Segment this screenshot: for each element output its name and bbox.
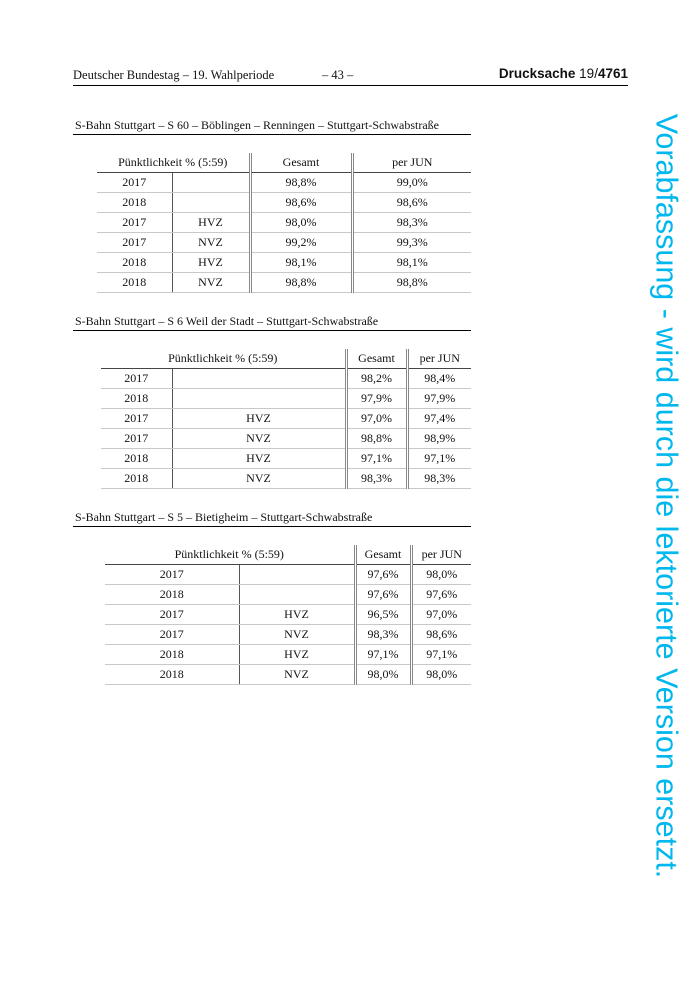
table-cell: 2017 <box>101 429 172 449</box>
section-title: S-Bahn Stuttgart – S 60 – Böblingen – Renningen – Stuttgart-Schwabstraße <box>75 118 439 132</box>
table-cell: 2018 <box>101 449 172 469</box>
table-cell: 98,9% <box>407 429 471 449</box>
table-cell: 97,0% <box>411 605 471 625</box>
table-row <box>101 409 471 429</box>
table-cell: NVZ <box>172 273 250 293</box>
table-cell: 98,1% <box>250 253 352 273</box>
document-period: 19/ <box>579 66 598 81</box>
table-cell: 97,1% <box>355 645 411 665</box>
table-cell: 98,4% <box>407 369 471 389</box>
punctuality-table-s60 <box>97 153 471 293</box>
table-cell: 2017 <box>97 233 172 253</box>
table-cell: 98,3% <box>407 469 471 489</box>
section-divider <box>73 330 471 331</box>
table-row <box>105 565 471 585</box>
table-cell: 2018 <box>97 253 172 273</box>
table-cell: 98,2% <box>346 369 407 389</box>
table-cell: 97,6% <box>411 585 471 605</box>
table-row <box>105 625 471 645</box>
punctuality-table-s6 <box>101 349 471 489</box>
punctuality-table-s5 <box>105 545 471 685</box>
table-cell <box>172 193 250 213</box>
column-header: Gesamt <box>355 545 411 565</box>
table-cell: NVZ <box>239 625 355 645</box>
column-header: per JUN <box>411 545 471 565</box>
table-cell: 97,1% <box>411 645 471 665</box>
table-cell: 98,1% <box>352 253 471 273</box>
table-cell: 2018 <box>101 469 172 489</box>
table-cell: 97,1% <box>346 449 407 469</box>
table-cell: 2018 <box>101 389 172 409</box>
document-number <box>499 66 628 81</box>
table-cell: 99,0% <box>352 173 471 193</box>
table-cell: NVZ <box>172 469 346 489</box>
table-cell: 98,6% <box>411 625 471 645</box>
table-cell: 98,6% <box>352 193 471 213</box>
page-header <box>73 66 628 86</box>
table-cell: 99,2% <box>250 233 352 253</box>
table-cell: 99,3% <box>352 233 471 253</box>
table-cell: 97,4% <box>407 409 471 429</box>
table-cell: 97,9% <box>346 389 407 409</box>
table-header-row <box>105 545 471 565</box>
table-cell: 2018 <box>105 645 239 665</box>
column-header: Pünktlichkeit % (5:59) <box>105 545 355 565</box>
table-cell: 2017 <box>101 369 172 389</box>
table-cell: 2018 <box>97 193 172 213</box>
table-cell: 98,8% <box>250 273 352 293</box>
table-cell: 98,8% <box>346 429 407 449</box>
page-number: – 43 – <box>322 68 354 82</box>
parliament-label: Deutscher Bundestag – 19. Wahlperiode <box>73 68 275 82</box>
table-cell: NVZ <box>172 429 346 449</box>
column-header: per JUN <box>407 349 471 369</box>
table-row <box>105 585 471 605</box>
table-cell: 98,3% <box>352 213 471 233</box>
table-cell: 98,3% <box>355 625 411 645</box>
table-row <box>105 645 471 665</box>
column-header: Gesamt <box>346 349 407 369</box>
section-title: S-Bahn Stuttgart – S 5 – Bietigheim – Stuttgart-Schwabstraße <box>75 510 373 524</box>
table-cell: 98,6% <box>250 193 352 213</box>
table-row <box>101 429 471 449</box>
table-cell: 98,8% <box>352 273 471 293</box>
column-header: per JUN <box>352 153 471 173</box>
table-cell: NVZ <box>172 233 250 253</box>
table-cell: 98,3% <box>346 469 407 489</box>
table-row <box>97 173 471 193</box>
table-cell: 98,0% <box>411 665 471 685</box>
section-title: S-Bahn Stuttgart – S 6 Weil der Stadt – Stuttgart-Schwabstraße <box>75 314 379 328</box>
table-cell <box>239 585 355 605</box>
table-row <box>101 469 471 489</box>
table-cell: HVZ <box>239 605 355 625</box>
table-row <box>105 605 471 625</box>
table-row <box>105 665 471 685</box>
table-cell: 97,6% <box>355 565 411 585</box>
header-divider <box>73 85 628 86</box>
column-header: Pünktlichkeit % (5:59) <box>101 349 346 369</box>
document-label: Drucksache <box>498 66 576 81</box>
table-cell: 98,0% <box>411 565 471 585</box>
table-cell: 97,9% <box>407 389 471 409</box>
table-cell: 96,5% <box>355 605 411 625</box>
table-cell: 2017 <box>97 173 172 193</box>
table-cell: HVZ <box>172 253 250 273</box>
table-cell: 2018 <box>97 273 172 293</box>
table-header-row <box>97 153 471 173</box>
table-cell: 2017 <box>101 409 172 429</box>
table-row <box>97 193 471 213</box>
table-row <box>97 233 471 253</box>
table-cell: HVZ <box>172 449 346 469</box>
table-row <box>97 213 471 233</box>
table-cell: 2017 <box>97 213 172 233</box>
table-cell: 2018 <box>105 665 239 685</box>
table-cell: HVZ <box>239 645 355 665</box>
table-cell: 2017 <box>105 625 239 645</box>
table-row <box>101 369 471 389</box>
table-cell: 98,0% <box>355 665 411 685</box>
table-cell: 98,0% <box>250 213 352 233</box>
table-cell: 2018 <box>105 585 239 605</box>
draft-watermark: Vorabfassung - wird durch die lektorierte Version ersetzt. <box>649 113 684 879</box>
column-header: Pünktlichkeit % (5:59) <box>97 153 250 173</box>
table-cell: 2017 <box>105 605 239 625</box>
table-cell <box>239 565 355 585</box>
table-row <box>97 253 471 273</box>
table-row <box>101 389 471 409</box>
table-cell: 97,1% <box>407 449 471 469</box>
table-row <box>97 273 471 293</box>
table-cell: 98,8% <box>250 173 352 193</box>
section-divider <box>73 526 471 527</box>
table-cell <box>172 173 250 193</box>
section-divider <box>73 134 471 135</box>
table-cell: NVZ <box>239 665 355 685</box>
table-cell: 97,0% <box>346 409 407 429</box>
table-cell: 97,6% <box>355 585 411 605</box>
table-header-row <box>101 349 471 369</box>
table-cell: HVZ <box>172 213 250 233</box>
table-cell <box>172 389 346 409</box>
table-cell: HVZ <box>172 409 346 429</box>
document-id: 4761 <box>597 66 628 81</box>
table-cell <box>172 369 346 389</box>
table-cell: 2017 <box>105 565 239 585</box>
table-row <box>101 449 471 469</box>
column-header: Gesamt <box>250 153 352 173</box>
